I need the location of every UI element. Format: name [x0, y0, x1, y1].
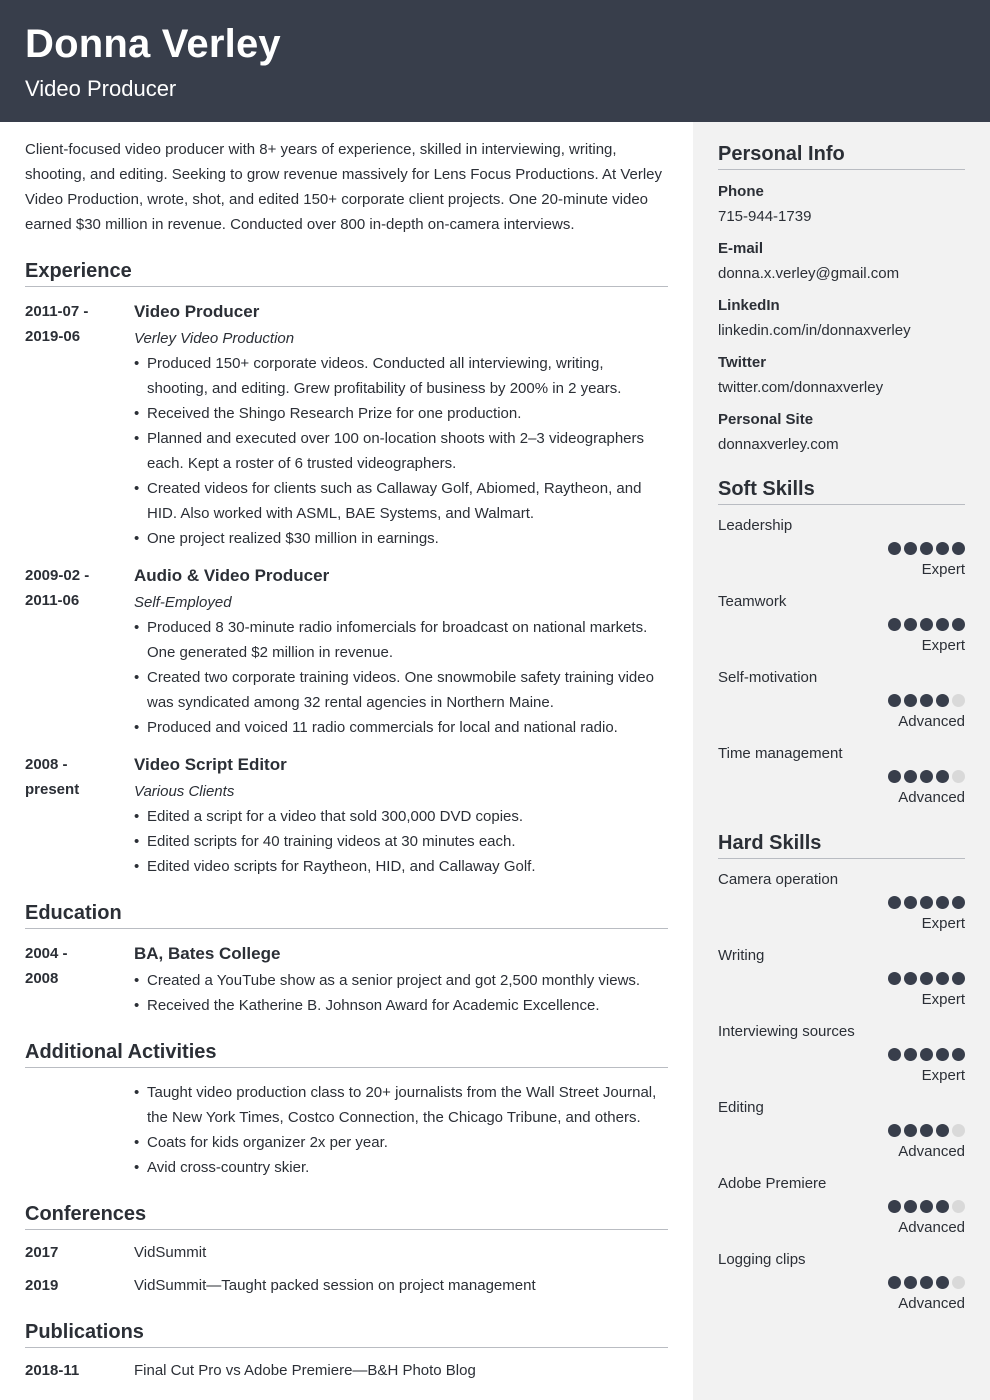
skill-item: [718, 869, 965, 935]
activities-section: [25, 1040, 668, 1180]
activities-entry: [25, 1080, 668, 1180]
bullet: • Avid cross-country skier.: [134, 1155, 668, 1180]
conferences-section: [25, 1202, 668, 1298]
rating-dot-filled: [936, 1124, 949, 1137]
job-date-end: 2019-06: [25, 328, 81, 345]
education-section: [25, 901, 668, 1018]
rating-dot-filled: [920, 1048, 933, 1061]
rating-dot-filled: [952, 896, 965, 909]
job-company: Self-Employed: [134, 594, 232, 611]
section-title: Personal Info: [718, 142, 965, 170]
email-label: E-mail: [718, 240, 764, 257]
section-title: Experience: [25, 259, 668, 287]
rating-dot-filled: [952, 542, 965, 555]
bullet: • Planned and executed over 100 on-location shoots with 2–3 videographers each. Kept a roster of 6 trusted videographers.: [134, 426, 668, 476]
rating-dot-empty: [952, 1276, 965, 1289]
bullet: • Produced 150+ corporate videos. Conducted all interviewing, writing, shooting, and editing. Grew profitability of business by 200% in 2 years.: [134, 351, 668, 401]
degree: BA, Bates College: [134, 944, 281, 963]
skill-name: Interviewing sources: [718, 1023, 855, 1040]
section-title: Additional Activities: [25, 1040, 668, 1068]
bullet: • Received the Katherine B. Johnson Award for Academic Excellence.: [134, 993, 668, 1018]
email-value: donna.x.verley@gmail.com: [718, 265, 900, 282]
skill-level: Expert: [921, 991, 965, 1008]
skill-rating: [718, 1046, 965, 1064]
job-entry: [25, 299, 668, 551]
bullet: • Coats for kids organizer 2x per year.: [134, 1130, 668, 1155]
job-title: Video Producer: [134, 302, 260, 321]
experience-section: [25, 259, 668, 879]
rating-dot-filled: [888, 1276, 901, 1289]
job-date-start: 2011-07 -: [25, 303, 89, 320]
rating-dot-empty: [952, 694, 965, 707]
rating-dot-filled: [952, 1048, 965, 1061]
skill-name: Editing: [718, 1099, 764, 1116]
skill-rating: [718, 1274, 965, 1292]
rating-dot-filled: [904, 1124, 917, 1137]
rating-dot-filled: [904, 542, 917, 555]
job-date: [25, 752, 134, 879]
job-bullets: [134, 615, 668, 740]
bullet: • Edited video scripts for Raytheon, HID, and Callaway Golf.: [134, 854, 668, 879]
skill-rating: [718, 768, 965, 786]
conference-year: 2019: [25, 1277, 59, 1294]
rating-dot-filled: [888, 1124, 901, 1137]
skill-rating: [718, 894, 965, 912]
candidate-name: Donna Verley: [25, 22, 281, 66]
rating-dot-filled: [904, 972, 917, 985]
rating-dot-filled: [888, 1200, 901, 1213]
rating-dot-filled: [888, 770, 901, 783]
rating-dot-filled: [904, 1200, 917, 1213]
rating-dot-filled: [936, 770, 949, 783]
job-date-start: 2008 -: [25, 756, 68, 773]
linkedin-label: LinkedIn: [718, 297, 780, 314]
resume-header: [0, 0, 990, 122]
summary: Client-focused video producer with 8+ years of experience, skilled in interviewing, writing, shooting, and editing. Seeking to grow revenue massively for Lens Focus Productions. At Verley Video Production, wrote, shot, and edited 150+ corporate client projects. One 20-minute video earned $30 million in revenue. Conducted over 800 in-depth on-camera interviews.: [25, 141, 663, 233]
skill-rating: [718, 540, 965, 558]
rating-dot-filled: [920, 1200, 933, 1213]
conference-row: [25, 1273, 668, 1298]
candidate-title: Video Producer: [25, 76, 177, 101]
skill-item: [718, 667, 965, 733]
section-title: Publications: [25, 1320, 668, 1348]
rating-dot-filled: [936, 694, 949, 707]
rating-dot-filled: [936, 542, 949, 555]
education-date-end: 2008: [25, 970, 59, 987]
rating-dot-filled: [904, 770, 917, 783]
skill-item: [718, 1097, 965, 1163]
skill-level: Advanced: [898, 1295, 965, 1312]
rating-dot-filled: [904, 896, 917, 909]
job-title: Audio & Video Producer: [134, 566, 330, 585]
twitter-label: Twitter: [718, 354, 767, 371]
job-company: Various Clients: [134, 783, 235, 800]
rating-dot-filled: [936, 896, 949, 909]
publication-text: Final Cut Pro vs Adobe Premiere—B&H Photo Blog: [134, 1362, 476, 1379]
bullet: • Produced and voiced 11 radio commercials for local and national radio.: [134, 715, 668, 740]
bullet: • Produced 8 30-minute radio infomercials for broadcast on national markets. One generated $2 million in revenue.: [134, 615, 668, 665]
job-date: [25, 563, 134, 740]
rating-dot-filled: [888, 1048, 901, 1061]
skill-rating: [718, 1198, 965, 1216]
rating-dot-empty: [952, 1124, 965, 1137]
skill-item: [718, 1021, 965, 1087]
main-column: [25, 137, 668, 1383]
rating-dot-filled: [888, 542, 901, 555]
skill-level: Expert: [921, 561, 965, 578]
rating-dot-filled: [952, 972, 965, 985]
section-title: Hard Skills: [718, 831, 965, 859]
skill-item: [718, 1249, 965, 1315]
rating-dot-empty: [952, 1200, 965, 1213]
rating-dot-filled: [920, 972, 933, 985]
skill-name: Camera operation: [718, 871, 839, 888]
skill-name: Time management: [718, 745, 843, 762]
bullet: • One project realized $30 million in earnings.: [134, 526, 668, 551]
conference-text: VidSummit: [134, 1244, 207, 1261]
job-bullets: [134, 351, 668, 551]
rating-dot-filled: [920, 896, 933, 909]
bullet: • Edited a script for a video that sold 300,000 DVD copies.: [134, 804, 668, 829]
soft-skills-list: [718, 515, 965, 809]
rating-dot-filled: [936, 1276, 949, 1289]
phone-label: Phone: [718, 183, 764, 200]
job-entry: [25, 563, 668, 740]
rating-dot-filled: [920, 770, 933, 783]
section-title: Education: [25, 901, 668, 929]
bullet: • Received the Shingo Research Prize for one production.: [134, 401, 668, 426]
skill-name: Writing: [718, 947, 765, 964]
rating-dot-filled: [888, 694, 901, 707]
phone-value: 715-944-1739: [718, 208, 812, 225]
activities-bullets: [134, 1080, 668, 1180]
publications-section: [25, 1320, 668, 1383]
rating-dot-filled: [888, 896, 901, 909]
twitter-value: twitter.com/donnaxverley: [718, 379, 884, 396]
rating-dot-filled: [936, 1048, 949, 1061]
bullet: • Edited scripts for 40 training videos at 30 minutes each.: [134, 829, 668, 854]
rating-dot-filled: [920, 618, 933, 631]
rating-dot-filled: [904, 1048, 917, 1061]
publication-date: 2018-11: [25, 1362, 80, 1379]
conference-text: VidSummit—Taught packed session on project management: [134, 1277, 536, 1294]
rating-dot-filled: [888, 972, 901, 985]
bullet: • Created videos for clients such as Callaway Golf, Abiomed, Raytheon, and HID. Also worked with ASML, BAE Systems, and Walmart.: [134, 476, 668, 526]
rating-dot-empty: [952, 770, 965, 783]
skill-level: Advanced: [898, 1143, 965, 1160]
skill-level: Advanced: [898, 713, 965, 730]
job-bullets: [134, 804, 668, 879]
rating-dot-filled: [920, 694, 933, 707]
publication-row: [25, 1358, 668, 1383]
skill-item: [718, 515, 965, 581]
skill-rating: [718, 692, 965, 710]
education-entry: [25, 941, 668, 1018]
rating-dot-filled: [920, 1276, 933, 1289]
rating-dot-filled: [936, 1200, 949, 1213]
rating-dot-filled: [904, 694, 917, 707]
skill-level: Advanced: [898, 1219, 965, 1236]
skill-name: Self-motivation: [718, 669, 818, 686]
skill-level: Expert: [921, 1067, 965, 1084]
rating-dot-filled: [952, 618, 965, 631]
skill-item: [718, 591, 965, 657]
job-title: Video Script Editor: [134, 755, 287, 774]
sidebar: [693, 122, 990, 1400]
conference-year: 2017: [25, 1244, 59, 1261]
skill-rating: [718, 616, 965, 634]
rating-dot-filled: [904, 618, 917, 631]
rating-dot-filled: [920, 542, 933, 555]
skill-level: Expert: [921, 637, 965, 654]
section-title: Soft Skills: [718, 477, 965, 505]
job-date-end: 2011-06: [25, 592, 80, 609]
job-date-end: present: [25, 781, 80, 798]
section-title: Conferences: [25, 1202, 668, 1230]
rating-dot-filled: [904, 1276, 917, 1289]
job-company: Verley Video Production: [134, 330, 295, 347]
site-value: donnaxverley.com: [718, 436, 839, 453]
skill-name: Leadership: [718, 517, 793, 534]
education-bullets: [134, 968, 668, 1018]
rating-dot-filled: [920, 1124, 933, 1137]
skill-name: Logging clips: [718, 1251, 806, 1268]
bullet: • Created two corporate training videos. One snowmobile safety training video was syndicated among 32 rental agencies in Northern Maine.: [134, 665, 668, 715]
education-date: [25, 941, 134, 1018]
site-label: Personal Site: [718, 411, 814, 428]
rating-dot-filled: [936, 972, 949, 985]
job-date: [25, 299, 134, 551]
skill-level: Expert: [921, 915, 965, 932]
job-entry: [25, 752, 668, 879]
skill-rating: [718, 970, 965, 988]
skill-item: [718, 945, 965, 1011]
bullet: • Taught video production class to 20+ journalists from the Wall Street Journal, the New York Times, Costco Connection, the Chicago Tribune, and others.: [134, 1080, 668, 1130]
bullet: • Created a YouTube show as a senior project and got 2,500 monthly views.: [134, 968, 668, 993]
education-date-start: 2004 -: [25, 945, 68, 962]
rating-dot-filled: [936, 618, 949, 631]
skill-level: Advanced: [898, 789, 965, 806]
job-date-start: 2009-02 -: [25, 567, 90, 584]
conference-row: [25, 1240, 668, 1265]
hard-skills-list: [718, 869, 965, 1315]
skill-rating: [718, 1122, 965, 1140]
skill-item: [718, 743, 965, 809]
skill-name: Adobe Premiere: [718, 1175, 827, 1192]
skill-item: [718, 1173, 965, 1239]
rating-dot-filled: [888, 618, 901, 631]
skill-name: Teamwork: [718, 593, 787, 610]
linkedin-value: linkedin.com/in/donnaxverley: [718, 322, 911, 339]
